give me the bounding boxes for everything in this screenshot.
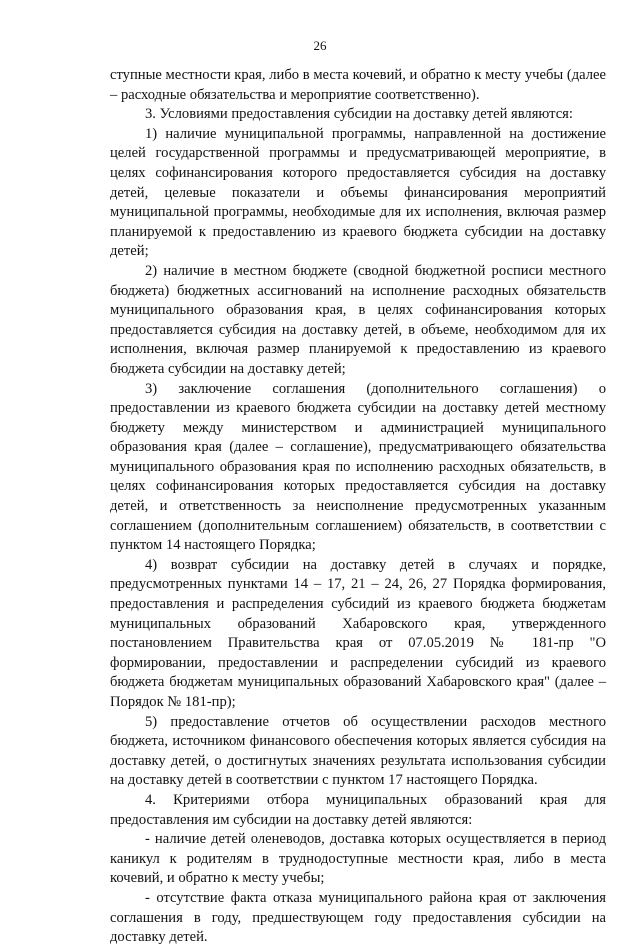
page-number: 26 <box>313 38 327 53</box>
paragraph-item-1: 1) наличие муниципальной программы, направленной на достижение целей государственной программы и предусматривающей мероприятие, в целях софинансирования которого предоставляется субсидия на доставку детей, целевые показатели и объемы финансирования мероприятий муниципальной программы, необходимые для их исполнения, включая размер планируемой к предоставлению из краевого бюджета субсидии на доставку детей; <box>110 125 606 260</box>
paragraph-item-3: 3) заключение соглашения (дополнительного соглашения) о предоставлении из краевого бюджета субсидии на доставку детей местному бюджету между министерством и администрацией муниципального образования края (далее – соглашение), предусматривающего обязательства муниципального образования края по исполнению расходных обязательств, в целях софинансирования которых предоставляется субсидия на доставку детей, и ответственность за неисполнение предусмотренных указанным соглашением (дополнительным соглашением) обязательств, в соответствии с пунктом 14 настоящего Порядка; <box>110 380 606 554</box>
paragraph-clause-4: 4. Критериями отбора муниципальных образований края для предоставления им субсидии на доставку детей являются: <box>110 791 606 828</box>
paragraph-continuation: ступные местности края, либо в места кочевий, и обратно к месту учебы (далее – расходные обязательства и мероприятие соответственно). <box>110 67 606 103</box>
paragraph-item-2: 2) наличие в местном бюджете (сводной бюджетной росписи местного бюджета) бюджетных ассигнований на исполнение расходных обязательств муниципального образования края, в целях софинансирования которых предоставляется субсидия на доставку детей, в объеме, необходимом для их исполнения, включая размер планируемой к предоставлению из краевого бюджета субсидии на доставку детей; <box>110 262 606 377</box>
paragraph-item-4: 4) возврат субсидии на доставку детей в случаях и порядке, предусмотренных пунктами 14 – 17, 21 – 24, 26, 27 Порядка формирования, предоставления и распределения субсидий из краевого бюджета бюджетам муниципальных образований Хабаровского края, утвержденного постановлением Правительства края от 07.05.2019 № 181-пр "О формировании, предоставлении и распределении субсидий из краевого бюджета бюджетам муниципальных образований Хабаровского края" (далее – Порядок № 181-пр); <box>110 556 606 710</box>
paragraph-criterion-1: - наличие детей оленеводов, доставка которых осуществляется в период каникул к родителям в труднодоступные местности края, либо в места кочевий, и обратно к месту учебы; <box>110 831 606 887</box>
paragraph-clause-3: 3. Условиями предоставления субсидии на доставку детей являются: <box>145 106 573 123</box>
paragraph-item-5: 5) предоставление отчетов об осуществлении расходов местного бюджета, источником финансового обеспечения которых является субсидия на доставку детей, о достигнутых значениях результата использования субсидии на доставку детей в соответствии с пунктом 17 настоящего Порядка. <box>110 713 606 789</box>
document-body <box>110 66 606 948</box>
paragraph-criterion-2: - отсутствие факта отказа муниципального района края от заключения соглашения в году, предшествующем году предоставления субсидии на доставку детей. <box>110 889 606 946</box>
